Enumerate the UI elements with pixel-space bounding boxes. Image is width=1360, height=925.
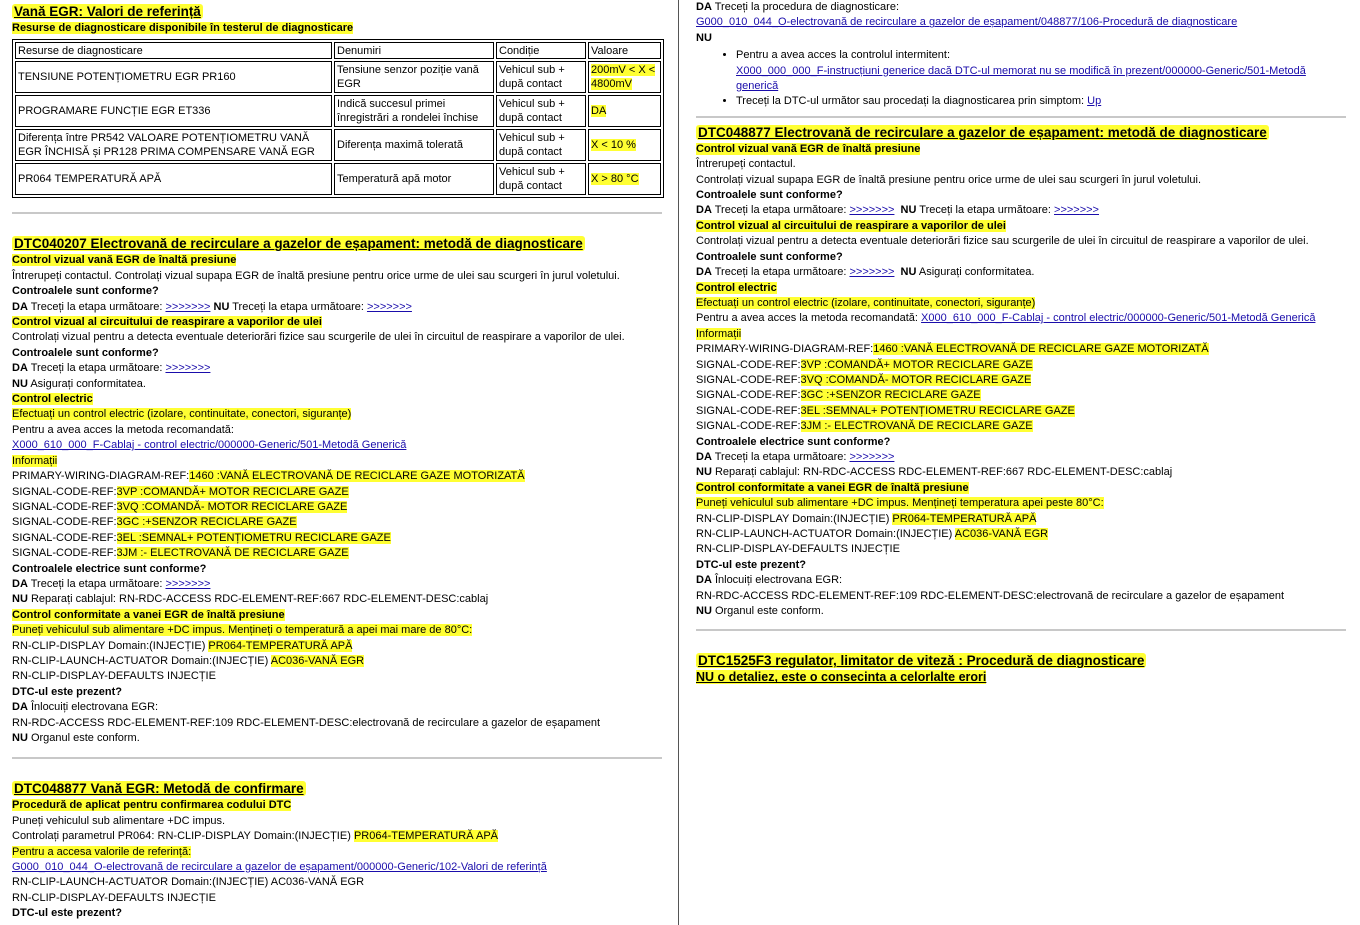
cell-condition: Vehicul sub + după contact — [496, 129, 586, 161]
next-step-link[interactable]: >>>>>>> — [849, 204, 895, 217]
ref-values-access: Pentru a accesa valorile de referință: — [12, 845, 192, 858]
signal-code-ref: SIGNAL-CODE-REF:3GC :+SENZOR RECICLARE GAZE — [696, 389, 981, 402]
clip-display-defaults: RN-CLIP-DISPLAY-DEFAULTS INJECȚIE — [12, 670, 216, 683]
cell-resource: TENSIUNE POTENȚIOMETRU EGR PR160 — [15, 61, 332, 93]
visual-vapor-text: Controlați vizual pentru a detecta eventuale deteriorări fizice sau scurgerile de ulei în circuitul de reaspirare a vaporilor de ulei. — [12, 331, 625, 344]
cell-condition: Vehicul sub + după contact — [496, 61, 586, 93]
conformity-instruction: Puneți vehiculul sub alimentare +DC impus. Mențineți temperatura apei peste 80°C: — [696, 497, 1104, 510]
next-step-link[interactable]: >>>>>>> — [1054, 204, 1099, 217]
clip-launch-actuator: RN-CLIP-LAUNCH-ACTUATOR Domain:(INJECȚIE) AC036-VANĂ EGR — [12, 876, 365, 889]
answer-da: DA Înlocuiți electrovana EGR: — [696, 574, 843, 587]
next-step-link[interactable]: >>>>>>> — [849, 266, 895, 279]
next-step-link[interactable]: >>>>>>> — [366, 300, 412, 313]
cell-resource: Diferența între PR542 VALOARE POTENȚIOMETRU VANĂ EGR ÎNCHISĂ și PR128 PRIMA COMPENSARE VANĂ EGR — [15, 129, 332, 161]
cell-value: 200mV < X < 4800mV — [588, 61, 661, 93]
question-conform: Controalele sunt conforme? — [696, 189, 843, 202]
signal-code-ref: SIGNAL-CODE-REF:3EL :SEMNAL+ POTENȚIOMETRU RECICLARE GAZE — [12, 531, 391, 544]
conformity-heading: Control conformitate a vanei EGR de înaltă presiune — [696, 481, 969, 494]
answer-da-nu: DA Treceți la etapa următoare: >>>>>>> NU Treceți la etapa următoare: >>>>>>> — [696, 204, 1099, 217]
electric-control-instruction: Efectuați un control electric (izolare, continuitate, conectori, siguranțe) — [696, 296, 1036, 309]
cell-name: Temperatură apă motor — [334, 163, 494, 195]
method-link-row — [12, 438, 664, 453]
info-heading: Informații — [12, 454, 58, 467]
ref-values-subtitle: Resurse de diagnosticare disponibile în testerul de diagnosticare — [12, 22, 354, 34]
next-step-link[interactable]: >>>>>>> — [165, 362, 211, 375]
intermittent-label: • Pentru a avea acces la controlul intermitent: — [736, 49, 951, 62]
answer-da-nu: DA Treceți la etapa următoare: >>>>>>> NU Asigurați conformitatea. — [696, 266, 1035, 279]
method-row: Pentru a avea acces la metoda recomandată: X000_610_000_F-Cablaj - control electric/000000-Generic/501-Metodă Generică — [696, 312, 1316, 325]
question-electric-conform: Controalele electrice sunt conforme? — [12, 562, 207, 575]
wiring-diagram-ref: PRIMARY-WIRING-DIAGRAM-REF:1460 :VANĂ ELECTROVANĂ DE RECICLARE GAZE MOTORIZATĂ — [12, 470, 525, 483]
cell-condition: Vehicul sub + după contact — [496, 95, 586, 127]
visual-vapor-heading: Control vizual al circuitului de reaspirare a vaporilor de ulei — [696, 219, 1006, 232]
dtc1525f3-title: DTC1525F3 regulator, limitator de viteză : Procedură de diagnosticare — [698, 653, 1145, 669]
method-link[interactable]: X000_610_000_F-Cablaj - control electric/000000-Generic/501-Metodă Generică — [921, 312, 1316, 325]
rdc-access: RN-RDC-ACCESS RDC-ELEMENT-REF:109 RDC-ELEMENT-DESC:electrovană de recirculare a gazelor de eșapament — [12, 716, 601, 729]
left-column — [12, 0, 664, 922]
visual-vapor-heading: Control vizual al circuitului de reaspirare a vaporilor de ulei — [12, 316, 322, 329]
ref-values-link-row — [12, 860, 664, 875]
th-condition: Condiție — [496, 42, 586, 59]
answer-nu: NU Asigurați conformitatea. — [12, 377, 146, 390]
intermittent-link[interactable]: X000_000_000_F-instrucțiuni generice dacă DTC-ul memorat nu se modifică în prezent/000000-Generic/501-Metodă generică — [736, 64, 1306, 93]
cell-name: Tensiune senzor poziție vană EGR — [334, 61, 494, 93]
visual-vapor-text: Controlați vizual pentru a detecta eventuale deteriorări fizice sau scurgerile de ulei în circuitul de reaspirare a vaporilor de ulei. — [696, 235, 1309, 248]
question-dtc-present: DTC-ul este prezent? — [12, 907, 123, 920]
signal-code-ref: SIGNAL-CODE-REF:3JM :- ELECTROVANĂ DE RECICLARE GAZE — [12, 547, 349, 560]
next-step-link[interactable]: >>>>>>> — [849, 450, 895, 463]
visual-egr-heading: Control vizual vană EGR de înaltă presiune — [12, 254, 237, 267]
answer-da-nu: DA Treceți la etapa următoare: >>>>>>> NU Treceți la etapa următoare: >>>>>>> — [12, 300, 412, 313]
electric-control-heading: Control electric — [12, 393, 93, 406]
visual-egr-text: Întrerupeți contactul. — [696, 158, 796, 171]
next-step-link[interactable]: >>>>>>> — [165, 300, 211, 313]
table-header-row — [15, 42, 661, 59]
table-row — [15, 61, 661, 93]
rdc-access: RN-RDC-ACCESS RDC-ELEMENT-REF:109 RDC-ELEMENT-DESC:electrovană de recirculare a gazelor de eșapament — [696, 589, 1285, 602]
dtc1525f3-note: NU o detaliez, este o consecinta a celorlalte erori — [696, 670, 987, 685]
question-electric-conform: Controalele electrice sunt conforme? — [696, 435, 891, 448]
up-link[interactable]: Up — [1087, 95, 1102, 108]
ref-values-title: Vană EGR: Valori de referință — [14, 4, 201, 19]
electric-control-heading: Control electric — [696, 281, 777, 294]
conformity-heading: Control conformitate a vanei EGR de înaltă presiune — [12, 608, 285, 621]
question-conform: Controalele sunt conforme? — [12, 285, 159, 298]
reference-values-table — [12, 39, 664, 198]
cell-condition: Vehicul sub + după contact — [496, 163, 586, 195]
cell-name: Diferența maximă tolerată — [334, 129, 494, 161]
answer-da: DA Treceți la etapa următoare: >>>>>>> — [12, 577, 211, 590]
th-value: Valoare — [588, 42, 661, 59]
signal-code-ref: SIGNAL-CODE-REF:3VP :COMANDĂ+ MOTOR RECICLARE GAZE — [12, 485, 349, 498]
th-resources: Resurse de diagnosticare — [15, 42, 332, 59]
visual-egr-heading: Control vizual vană EGR de înaltă presiune — [696, 142, 921, 155]
signal-code-ref: SIGNAL-CODE-REF:3EL :SEMNAL+ POTENȚIOMETRU RECICLARE GAZE — [696, 404, 1075, 417]
signal-code-ref: SIGNAL-CODE-REF:3VP :COMANDĂ+ MOTOR RECICLARE GAZE — [696, 358, 1033, 371]
info-heading: Informații — [696, 327, 742, 340]
answer-da: DA Treceți la etapa următoare: >>>>>>> — [12, 362, 211, 375]
clip-display: RN-CLIP-DISPLAY Domain:(INJECȚIE) PR064-TEMPERATURĂ APĂ — [12, 639, 353, 652]
signal-code-ref: SIGNAL-CODE-REF:3GC :+SENZOR RECICLARE GAZE — [12, 516, 297, 529]
answer-nu: NU Reparați cablajul: RN-RDC-ACCESS RDC-ELEMENT-REF:667 RDC-ELEMENT-DESC:cablaj — [696, 466, 1173, 479]
cell-resource: PR064 TEMPERATURĂ APĂ — [15, 163, 332, 195]
answer-da: DA Treceți la etapa următoare: >>>>>>> — [696, 450, 895, 463]
signal-code-ref: SIGNAL-CODE-REF:3VQ :COMANDĂ- MOTOR RECICLARE GAZE — [12, 500, 348, 513]
question-dtc-present: DTC-ul este prezent? — [12, 685, 123, 698]
clip-launch-actuator: RN-CLIP-LAUNCH-ACTUATOR Domain:(INJECȚIE) AC036-VANĂ EGR — [696, 528, 1049, 540]
wiring-diagram-ref: PRIMARY-WIRING-DIAGRAM-REF:1460 :VANĂ ELECTROVANĂ DE RECICLARE GAZE MOTORIZATĂ — [696, 343, 1209, 356]
nu-options-list — [696, 48, 1348, 110]
list-item: • Treceți la DTC-ul următor sau procedați la diagnosticarea prin simptom: Up — [736, 94, 1348, 109]
next-step-link[interactable]: >>>>>>> — [165, 577, 211, 590]
clip-display-defaults: RN-CLIP-DISPLAY-DEFAULTS INJECȚIE — [12, 891, 216, 904]
question-dtc-present: DTC-ul este prezent? — [696, 558, 807, 571]
table-row — [15, 129, 661, 161]
question-conform: Controalele sunt conforme? — [696, 250, 843, 263]
visual-egr-text: Întrerupeți contactul. Controlați vizual supapa EGR de înaltă presiune pentru orice urme de ulei sau scurgeri în jurul voletului. — [12, 269, 620, 282]
answer-da: DA Treceți la procedura de diagnosticare: — [696, 1, 899, 13]
clip-display: RN-CLIP-DISPLAY Domain:(INJECȚIE) PR064-TEMPERATURĂ APĂ — [696, 512, 1037, 525]
confirm-text: Puneți vehiculul sub alimentare +DC impus. — [12, 814, 226, 827]
diag-procedure-link-row — [696, 15, 1348, 30]
answer-da: DA Înlocuiți electrovana EGR: — [12, 701, 159, 714]
answer-nu: NU Reparați cablajul: RN-RDC-ACCESS RDC-ELEMENT-REF:667 RDC-ELEMENT-DESC:cablaj — [12, 593, 489, 606]
answer-nu: NU Organul este conform. — [696, 605, 824, 618]
signal-code-ref: SIGNAL-CODE-REF:3VQ :COMANDĂ- MOTOR RECICLARE GAZE — [696, 373, 1032, 386]
question-conform: Controalele sunt conforme? — [12, 346, 159, 359]
list-item — [736, 48, 1348, 94]
confirm-param: Controlați parametrul PR064: RN-CLIP-DISPLAY Domain:(INJECȚIE) PR064-TEMPERATURĂ APĂ — [12, 830, 498, 843]
clip-launch-actuator: RN-CLIP-LAUNCH-ACTUATOR Domain:(INJECȚIE) AC036-VANĂ EGR — [12, 654, 365, 667]
column-divider — [678, 0, 679, 925]
confirm-procedure-heading: Procedură de aplicat pentru confirmarea codului DTC — [12, 799, 292, 812]
answer-nu: NU Organul este conform. — [12, 732, 140, 744]
answer-nu: NU — [696, 31, 712, 44]
conformity-instruction: Puneți vehiculul sub alimentare +DC impus. Mențineți o temperatură a apei mai mare de 80°C: — [12, 624, 473, 637]
dtc048877-confirm-title: DTC048877 Vană EGR: Metodă de confirmare — [14, 781, 304, 797]
cell-resource: PROGRAMARE FUNCȚIE EGR ET336 — [15, 95, 332, 127]
cell-value: X < 10 % — [588, 129, 661, 161]
cell-name: Indică succesul primei înregistrări a rondelei închise — [334, 95, 494, 127]
th-names: Denumiri — [334, 42, 494, 59]
cell-value: X > 80 °C — [588, 163, 661, 195]
right-column — [696, 0, 1348, 686]
signal-code-ref: SIGNAL-CODE-REF:3JM :- ELECTROVANĂ DE RECICLARE GAZE — [696, 420, 1033, 433]
electric-control-instruction: Efectuați un control electric (izolare, continuitate, conectori, siguranțe) — [12, 408, 352, 421]
method-label: Pentru a avea acces la metoda recomandată: — [12, 423, 234, 436]
clip-display-defaults: RN-CLIP-DISPLAY-DEFAULTS INJECȚIE — [696, 543, 900, 556]
dtc048877-method-title: DTC048877 Electrovană de recirculare a gazelor de eșapament: metodă de diagnosticare — [698, 124, 1267, 140]
method-link[interactable]: X000_610_000_F-Cablaj - control electric/000000-Generic/501-Metodă Generică — [12, 439, 407, 452]
diag-procedure-link[interactable]: G000_010_044_O-electrovană de recirculare a gazelor de eșapament/048877/106-Procedură de diagnosticare — [696, 16, 1238, 29]
table-row — [15, 163, 661, 195]
ref-values-link[interactable]: G000_010_044_O-electrovană de recirculare a gazelor de eșapament/000000-Generic/102-Valori de referință — [12, 861, 547, 874]
dtc040207-title: DTC040207 Electrovană de recirculare a gazelor de eșapament: metodă de diagnosticare — [14, 236, 583, 252]
table-row — [15, 95, 661, 127]
cell-value: DA — [588, 95, 661, 127]
visual-egr-text: Controlați vizual supapa EGR de înaltă presiune pentru orice urme de ulei sau scurgeri în jurul voletului. — [696, 173, 1202, 186]
